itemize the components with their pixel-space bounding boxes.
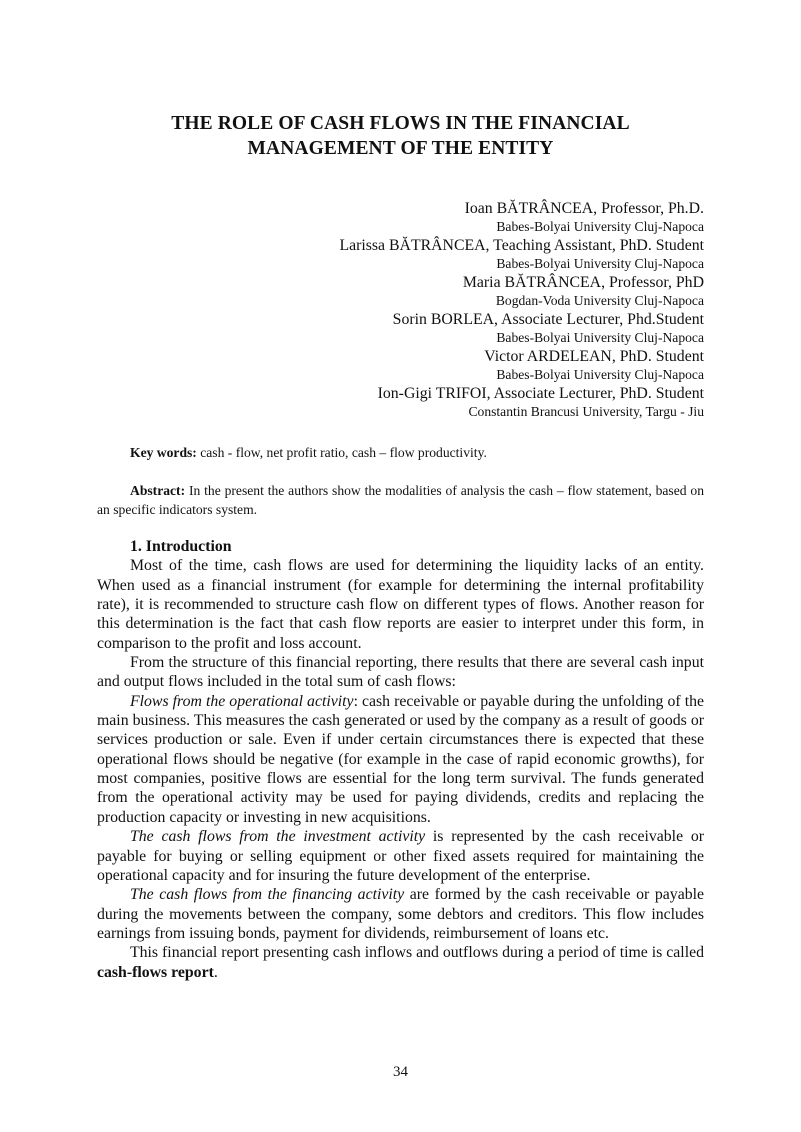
keywords-text: cash - flow, net profit ratio, cash – flow productivity. — [196, 445, 487, 460]
author-name: Victor ARDELEAN, PhD. Student — [484, 348, 704, 365]
paragraph-6-end: . — [213, 963, 218, 981]
author-list — [97, 199, 704, 421]
abstract-text: In the present the authors show the modalities of analysis the cash – flow statement, based on an specific indicators system. — [97, 483, 704, 517]
title-line-2: MANAGEMENT OF THE ENTITY — [247, 138, 554, 159]
paragraph-5-text: are formed by the cash receivable or payable during the movements between the company, some debtors and creditors. This flow includes earnings from issuing bonds, payment for dividends, reimbursement of loans etc. — [97, 886, 704, 942]
paragraph-4-italic: The cash flows from the investment activity — [130, 828, 426, 846]
author-name: Larissa BĂTRÂNCEA, Teaching Assistant, PhD. Student — [339, 237, 704, 254]
paragraph-4 — [97, 827, 704, 885]
author-name: Sorin BORLEA, Associate Lecturer, Phd.Student — [392, 311, 704, 328]
paragraph-3 — [97, 692, 704, 827]
paragraph-5-italic: The cash flows from the financing activity — [130, 886, 405, 904]
title-line-1: THE ROLE OF CASH FLOWS IN THE FINANCIAL — [171, 113, 630, 134]
paragraph-5 — [97, 885, 704, 943]
author-name: Ion-Gigi TRIFOI, Associate Lecturer, PhD. Student — [377, 385, 704, 402]
section-heading: 1. Introduction — [130, 538, 232, 555]
author-affiliation: Babes-Bolyai University Cluj-Napoca — [496, 330, 704, 345]
paragraph-6 — [97, 943, 704, 982]
paper-title — [97, 111, 704, 161]
paragraph-1: Most of the time, cash flows are used for determining the liquidity lacks of an entity. When used as a financial instrument (for example for determining the internal profitability rate), it is recommended to structure cash flow on different types of flows. Another reason for this determination is the fact that cash flow reports are easier to interpret under this form, in comparison to the profit and loss account. — [97, 557, 704, 652]
keywords-label: Key words: — [130, 445, 197, 460]
keywords — [97, 443, 704, 462]
author-affiliation: Constantin Brancusi University, Targu - Jiu — [468, 404, 704, 419]
author-name: Maria BĂTRÂNCEA, Professor, PhD — [462, 274, 704, 291]
author-affiliation: Bogdan-Voda University Cluj-Napoca — [495, 293, 704, 308]
page-number: 34 — [393, 1064, 408, 1080]
author-affiliation: Babes-Bolyai University Cluj-Napoca — [496, 256, 704, 271]
abstract — [97, 481, 704, 519]
paragraph-2: From the structure of this financial reporting, there results that there are several cash input and output flows included in the total sum of cash flows: — [97, 654, 704, 691]
body-section — [97, 537, 704, 982]
paragraph-3-italic: Flows from the operational activity — [130, 692, 354, 710]
author-name: Ioan BĂTRÂNCEA, Professor, Ph.D. — [464, 200, 704, 217]
paragraph-6-text: This financial report presenting cash inflows and outflows during a period of time is called — [130, 944, 704, 962]
author-affiliation: Babes-Bolyai University Cluj-Napoca — [496, 367, 704, 382]
author-affiliation: Babes-Bolyai University Cluj-Napoca — [496, 219, 704, 234]
paragraph-4-text: is represented by the cash receivable or payable for buying or selling equipment or other fixed assets required for maintaining the operational capacity and for insuring the future development of the enterprise. — [97, 828, 704, 884]
paragraph-3-text: : cash receivable or payable during the unfolding of the main business. This measures the cash generated or used by the company as a result of goods or services production or sale. Even if under certain circumstances there is expected that these operational flows should be negative (for example in the case of rapid economic growths), for most companies, positive flows are essential for the long term survival. The funds generated from the operational activity may be used for paying dividends, credits and replacing the production capacity or investing in new acquisitions. — [97, 692, 704, 826]
abstract-label: Abstract: — [130, 483, 186, 498]
paragraph-6-bold: cash-flows report — [97, 963, 214, 981]
